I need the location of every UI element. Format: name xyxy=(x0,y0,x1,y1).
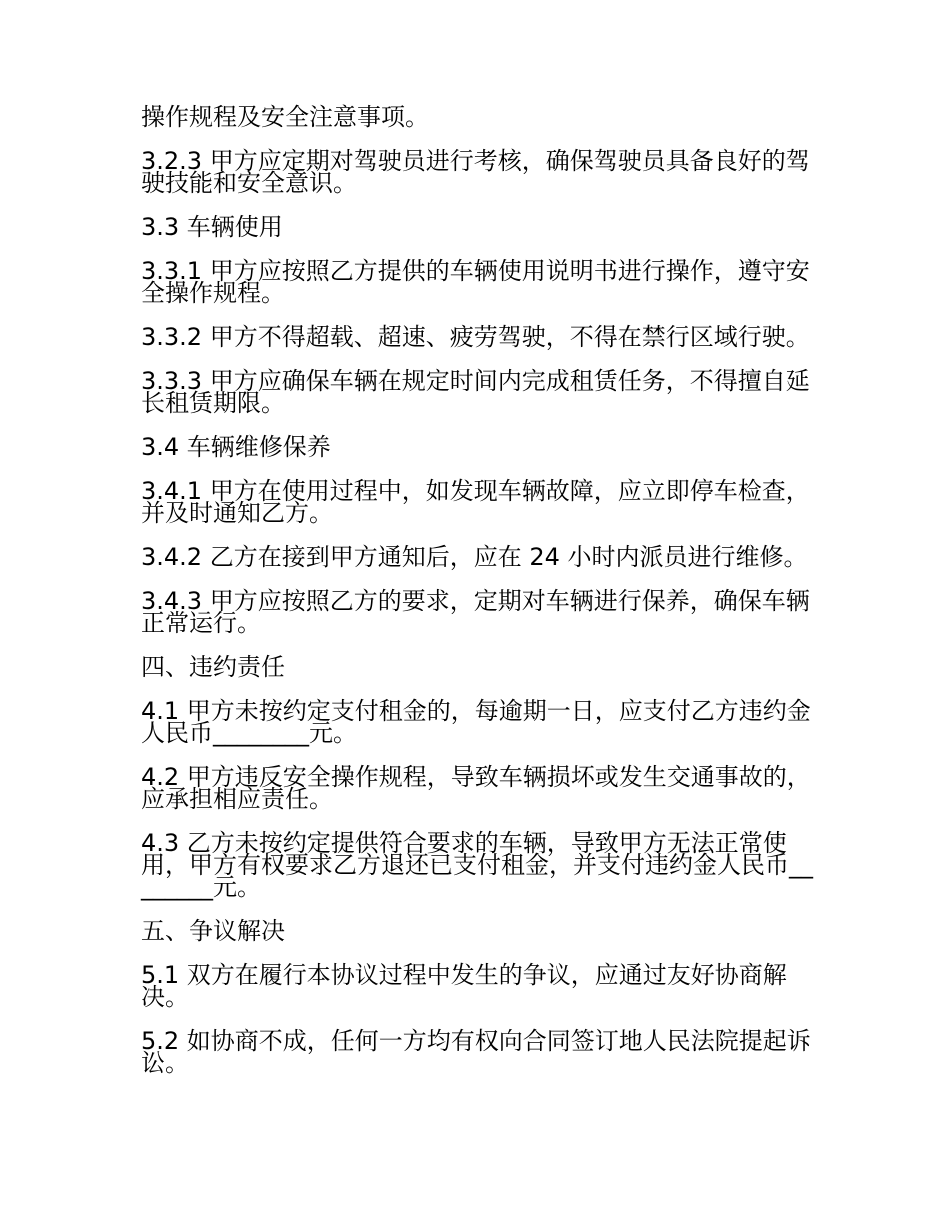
paragraph-4-1: 4.1 甲方未按约定支付租金的，每逾期一日，应支付乙方违约金人民币________元。 xyxy=(141,697,811,747)
paragraph-3-3-1: 3.3.1 甲方应按照乙方提供的车辆使用说明书进行操作，遵守安全操作规程。 xyxy=(141,257,810,307)
heading-section-4: 四、违约责任 xyxy=(141,653,285,681)
paragraph-4-2: 4.2 甲方违反安全操作规程，导致车辆损坏或发生交通事故的，应承担相应责任。 xyxy=(141,763,811,813)
heading-3-4: 3.4 车辆维修保养 xyxy=(141,433,331,461)
paragraph-3-4-3: 3.4.3 甲方应按照乙方的要求，定期对车辆进行保养，确保车辆正常运行。 xyxy=(141,587,810,637)
paragraph-5-1: 5.1 双方在履行本协议过程中发生的争议，应通过友好协商解决。 xyxy=(141,961,787,1011)
heading-3-3: 3.3 车辆使用 xyxy=(141,213,283,241)
paragraph-4-3: 4.3 乙方未按约定提供符合要求的车辆，导致甲方无法正常使用，甲方有权要求乙方退还已支付租金，并支付违约金人民币________元。 xyxy=(141,829,813,901)
heading-section-5: 五、争议解决 xyxy=(141,917,285,945)
paragraph-3-3-3: 3.3.3 甲方应确保车辆在规定时间内完成租赁任务，不得擅自延长租赁期限。 xyxy=(141,367,810,417)
paragraph-3-4-2: 3.4.2 乙方在接到甲方通知后，应在 24 小时内派员进行维修。 xyxy=(141,543,808,571)
paragraph-5-2: 5.2 如协商不成，任何一方均有权向合同签订地人民法院提起诉讼。 xyxy=(141,1027,811,1077)
paragraph-3-4-1: 3.4.1 甲方在使用过程中，如发现车辆故障，应立即停车检查，并及时通知乙方。 xyxy=(141,477,810,527)
paragraph-3-2-3: 3.2.3 甲方应定期对驾驶员进行考核，确保驾驶员具备良好的驾驶技能和安全意识。 xyxy=(141,147,810,197)
paragraph-3-3-2: 3.3.2 甲方不得超载、超速、疲劳驾驶，不得在禁行区域行驶。 xyxy=(141,323,810,351)
document-page xyxy=(141,103,816,1096)
paragraph-operation-rules: 操作规程及安全注意事项。 xyxy=(141,103,429,131)
